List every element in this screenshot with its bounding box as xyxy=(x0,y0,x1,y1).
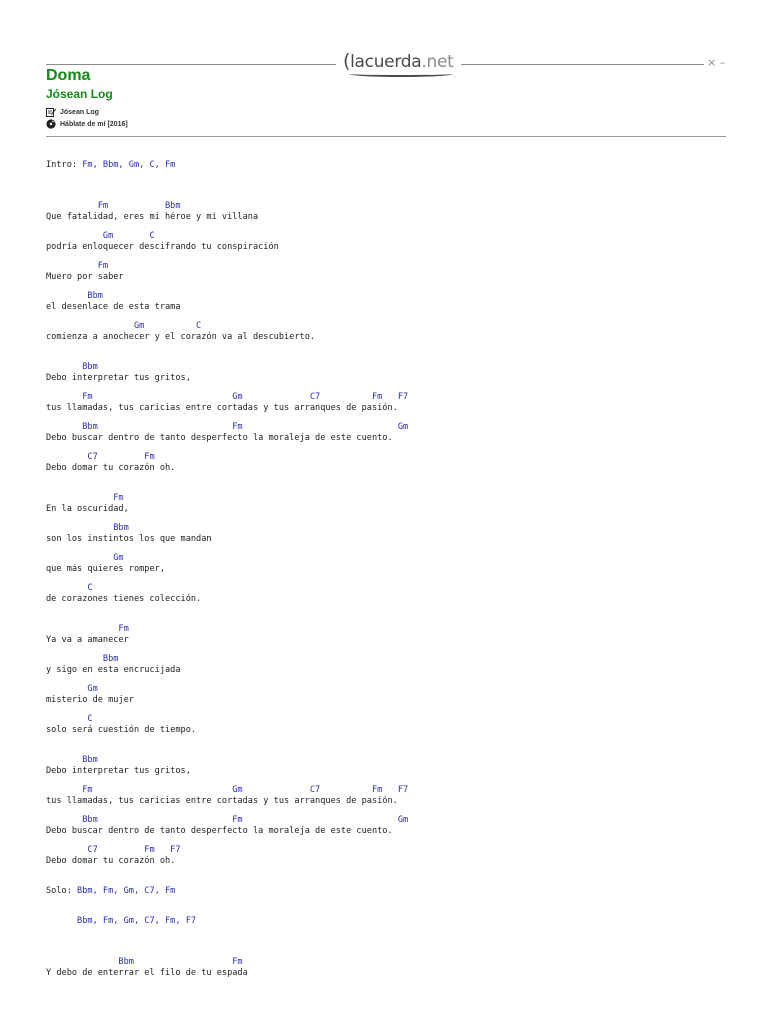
header-divider xyxy=(46,136,726,137)
chord-line: Fm Bbm xyxy=(46,201,181,211)
header-rule-right xyxy=(461,64,704,65)
lyric-line: el desenlace de esta trama xyxy=(46,302,181,312)
logo-bracket-icon: ( xyxy=(343,50,351,72)
chord-line: C7 Fm F7 xyxy=(46,845,181,855)
artist-name[interactable]: Jósean Log xyxy=(46,87,113,101)
solo-label: Solo: xyxy=(46,886,78,896)
chord-line: Fm Gm C7 Fm F7 xyxy=(46,392,409,402)
chord-line: Bbm Fm Gm xyxy=(46,422,409,432)
lyric-line: Debo interpretar tus gritos, xyxy=(46,373,191,383)
lyric-line: Debo domar tu corazón oh. xyxy=(46,856,176,866)
chord-line: Gm xyxy=(46,553,124,563)
chord-line: Gm C xyxy=(46,321,202,331)
lyric-line: son los instintos los que mandan xyxy=(46,534,212,544)
chord-line: Bbm xyxy=(46,291,103,301)
site-logo[interactable] xyxy=(343,50,453,78)
header-rule-left xyxy=(46,64,336,65)
lyric-line: Muero por saber xyxy=(46,272,124,282)
chord-line: Bbm xyxy=(46,523,129,533)
lyric-line: Debo buscar dentro de tanto desperfecto la moraleja de este cuento. xyxy=(46,433,393,443)
disc-icon xyxy=(46,119,56,129)
lyric-line: Que fatalidad, eres mi héroe y mi villana xyxy=(46,212,259,222)
chord-line: Bbm Fm xyxy=(46,957,243,967)
chord-line: C7 Fm xyxy=(46,452,155,462)
chord-line: C xyxy=(46,714,93,724)
chord-line: Bbm xyxy=(46,654,119,664)
logo-brand: lacuerda xyxy=(350,52,422,72)
lyric-line: podría enloquecer descifrando tu conspiración xyxy=(46,242,279,252)
lyric-line: de corazones tienes colección. xyxy=(46,594,202,604)
lyric-line: Ya va a amanecer xyxy=(46,635,129,645)
pencil-icon xyxy=(46,107,56,117)
chord-line: Fm xyxy=(46,624,129,634)
lyric-line: y sigo en esta encrucijada xyxy=(46,665,181,675)
meta-author xyxy=(46,107,99,118)
song-title: Doma xyxy=(46,67,91,84)
chord-sheet xyxy=(46,160,726,979)
solo-chords-repeat: Bbm, Fm, Gm, C7, Fm, F7 xyxy=(46,916,197,926)
lyric-line: Debo domar tu corazón oh. xyxy=(46,463,176,473)
intro-chords: Fm, Bbm, Gm, C, Fm xyxy=(82,160,176,170)
logo-swoosh-icon xyxy=(349,71,453,77)
solo-line xyxy=(46,886,726,897)
lyric-line: tus llamadas, tus caricias entre cortadas y tus arranques de pasión. xyxy=(46,796,398,806)
chord-line: Gm C xyxy=(46,231,155,241)
intro-line xyxy=(46,160,726,171)
chord-line: Bbm Fm Gm xyxy=(46,815,409,825)
chord-line: C xyxy=(46,583,93,593)
meta-author-label[interactable]: Jósean Log xyxy=(60,109,99,116)
lyric-line: tus llamadas, tus caricias entre cortadas y tus arranques de pasión. xyxy=(46,403,398,413)
solo-chords: Bbm, Fm, Gm, C7, Fm xyxy=(77,886,176,896)
meta-album xyxy=(46,119,128,130)
chord-line: Bbm xyxy=(46,362,98,372)
chord-line: Fm xyxy=(46,493,124,503)
chord-line: Fm xyxy=(46,261,109,271)
lyric-line: misterio de mujer xyxy=(46,695,134,705)
intro-label: Intro: xyxy=(46,160,83,170)
lyric-line: comienza a anochecer y el corazón va al descubierto. xyxy=(46,332,316,342)
meta-album-label[interactable]: Háblate de mí [2016] xyxy=(60,121,128,128)
chord-line: Fm Gm C7 Fm F7 xyxy=(46,785,409,795)
lyric-line: En la oscuridad, xyxy=(46,504,129,514)
logo-domain: .net xyxy=(421,52,454,72)
lyric-line: solo será cuestión de tiempo. xyxy=(46,725,197,735)
lyric-line: Debo interpretar tus gritos, xyxy=(46,766,191,776)
lyric-line: Debo buscar dentro de tanto desperfecto la moraleja de este cuento. xyxy=(46,826,393,836)
chord-line: Gm xyxy=(46,684,98,694)
close-icon[interactable]: × – xyxy=(707,56,726,69)
lyric-line: Y debo de enterrar el filo de tu espada xyxy=(46,968,248,978)
lyric-line: que más quieres romper, xyxy=(46,564,165,574)
chord-line: Bbm xyxy=(46,755,98,765)
